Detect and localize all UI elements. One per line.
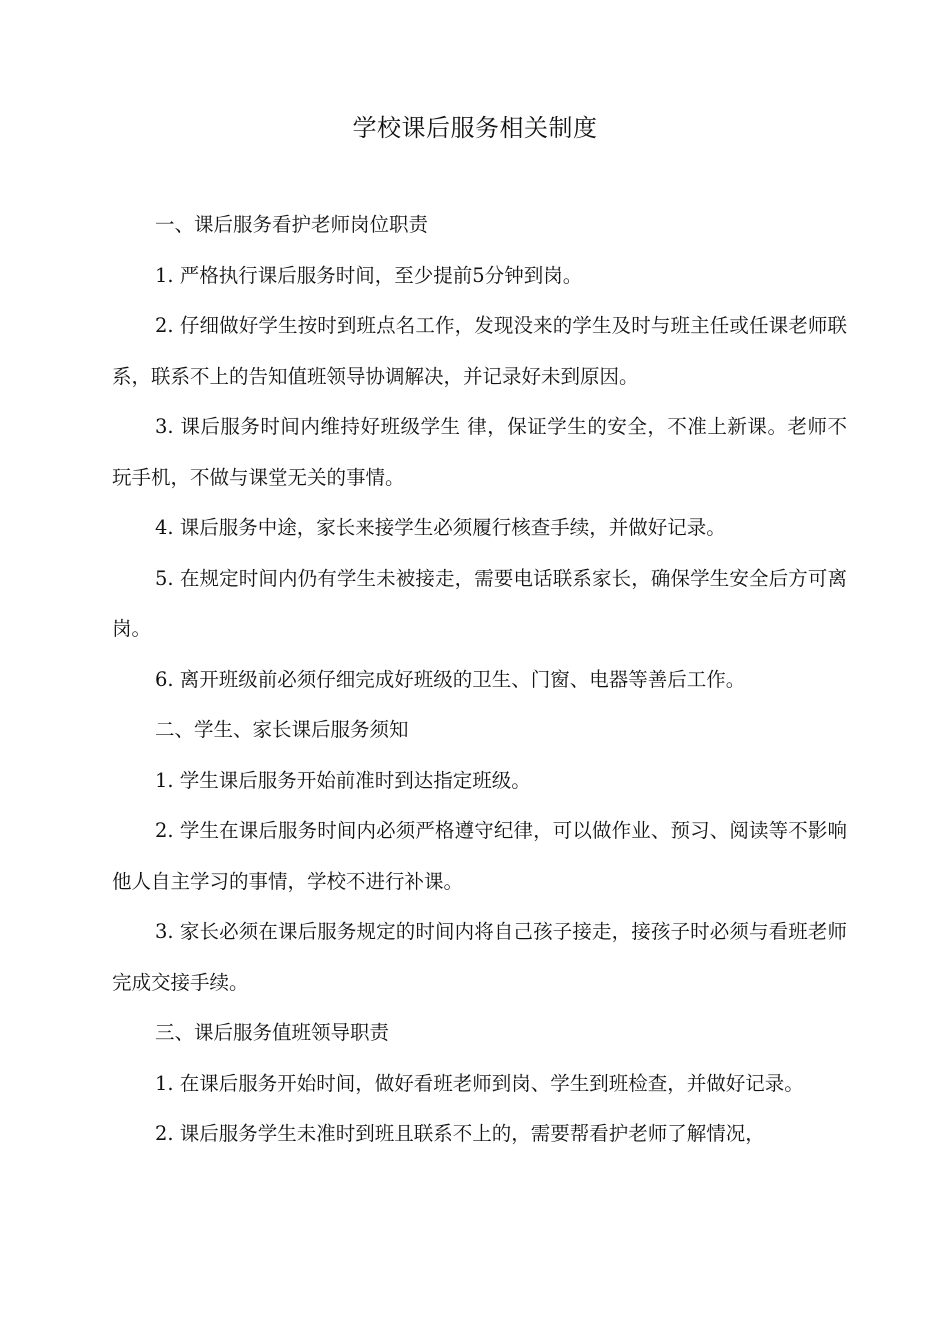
paragraph: 5. 在规定时间内仍有学生未被接走，需要电话联系家长，确保学生安全后方可离岗。 [112, 566, 847, 640]
paragraph: 1. 在课后服务开始时间，做好看班老师到岗、学生到班检查，并做好记录。 [155, 1071, 804, 1095]
paragraph: 6. 离开班级前必须仔细完成好班级的卫生、门窗、电器等善后工作。 [155, 667, 746, 691]
document-body [112, 200, 847, 1160]
paragraph: 3. 家长必须在课后服务规定的时间内将自己孩子接走，接孩子时必须与看班老师完成交接手续。 [112, 920, 847, 994]
paragraph: 4. 课后服务中途，家长来接学生必须履行核查手续，并做好记录。 [155, 516, 726, 539]
paragraph: 1. 严格执行课后服务时间，至少提前5分钟到岗。 [155, 263, 583, 287]
document-title: 学校课后服务相关制度 [352, 114, 598, 142]
section-heading-2: 二、学生、家长课后服务须知 [155, 718, 409, 741]
section-heading-1: 一、课后服务看护老师岗位职责 [155, 213, 429, 236]
paragraph: 3. 课后服务时间内维持好班级学生 律，保证学生的安全，不准上新课。老师不玩手机，不做与课堂无关的事情。 [112, 415, 847, 489]
paragraph: 1. 学生课后服务开始前准时到达指定班级。 [155, 768, 531, 792]
paragraph: 2. 学生在课后服务时间内必须严格遵守纪律，可以做作业、预习、阅读等不影响他人自主学习的事情，学校不进行补课。 [112, 819, 847, 893]
section-heading-3: 三、课后服务值班领导职责 [155, 1021, 390, 1044]
paragraph: 2. 课后服务学生未准时到班且联系不上的，需要帮看护老师了解情况， [155, 1122, 765, 1145]
paragraph: 2. 仔细做好学生按时到班点名工作，发现没来的学生及时与班主任或任课老师联系，联系不上的告知值班领导协调解决，并记录好未到原因。 [112, 314, 847, 388]
